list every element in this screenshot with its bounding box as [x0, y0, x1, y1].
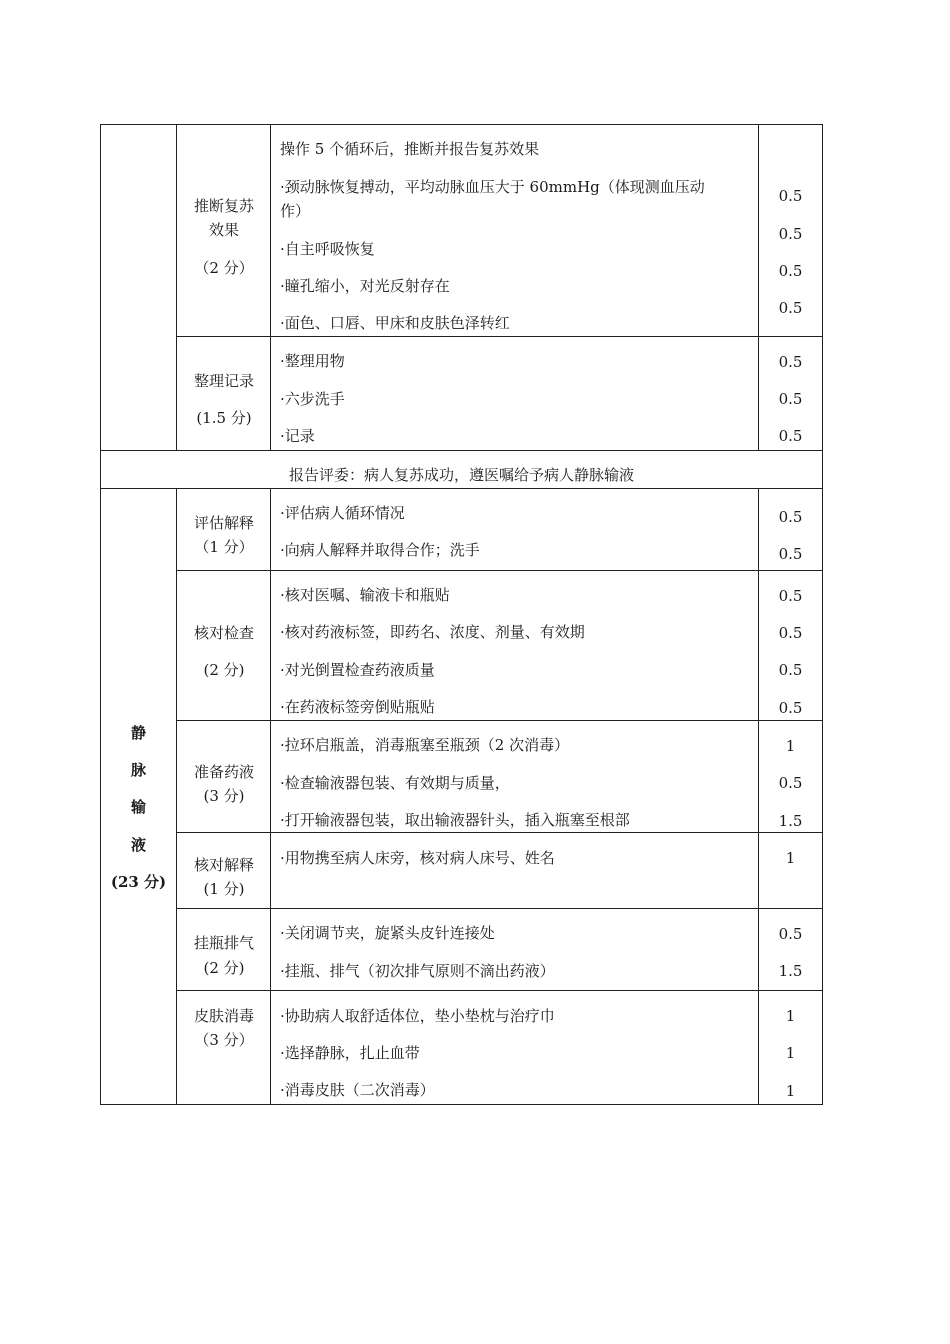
- category-label: 评估解释: [193, 514, 254, 532]
- criterion-item: ·关闭调节夹，旋紧头皮针连接处: [280, 924, 495, 942]
- category-label: 挂瓶排气: [193, 934, 254, 952]
- score-value: 1: [785, 849, 796, 867]
- score-value: 1.5: [778, 962, 803, 980]
- criterion-item: ·记录: [280, 427, 315, 445]
- category-points: (2 分): [203, 661, 245, 679]
- row-divider: [176, 570, 823, 571]
- category-label: 准备药液: [193, 763, 254, 781]
- section-label: 脉: [130, 761, 146, 779]
- criterion-item: 操作 5 个循环后，推断并报告复苏效果: [280, 140, 540, 158]
- criterion-item: ·核对医嘱、输液卡和瓶贴: [280, 586, 450, 604]
- criterion-item: ·瞳孔缩小，对光反射存在: [280, 277, 450, 295]
- score-value: 0.5: [778, 353, 803, 371]
- column-divider: [176, 124, 177, 450]
- row-divider: [176, 336, 823, 337]
- category-label: 核对检查: [193, 624, 254, 642]
- criterion-item: ·评估病人循环情况: [280, 504, 405, 522]
- criterion-item: 作）: [280, 202, 311, 220]
- score-value: 1: [785, 1082, 796, 1100]
- score-value: 0.5: [778, 699, 803, 717]
- criterion-item: ·拉环启瓶盖，消毒瓶塞至瓶颈（2 次消毒）: [280, 736, 570, 754]
- table-border-bottom: [100, 1104, 823, 1105]
- score-value: 1.5: [778, 812, 803, 830]
- row-divider: [176, 908, 823, 909]
- row-divider: [100, 488, 823, 489]
- criterion-item: ·向病人解释并取得合作；洗手: [280, 541, 480, 559]
- category-points: （1 分）: [194, 538, 254, 556]
- score-value: 0.5: [778, 587, 803, 605]
- score-value: 0.5: [778, 262, 803, 280]
- section-label: 液: [130, 836, 146, 854]
- score-value: 0.5: [778, 774, 803, 792]
- category-label: 整理记录: [193, 372, 254, 390]
- score-value: 0.5: [778, 545, 803, 563]
- score-value: 0.5: [778, 427, 803, 445]
- section-label: 输: [130, 798, 146, 816]
- criterion-item: ·挂瓶、排气（初次排气原则不滴出药液）: [280, 962, 555, 980]
- criterion-item: ·整理用物: [280, 352, 345, 370]
- category-label: 效果: [208, 221, 239, 239]
- category-points: (2 分): [203, 959, 245, 977]
- category-label: 推断复苏: [193, 197, 254, 215]
- criterion-item: ·在药液标签旁倒贴瓶贴: [280, 698, 435, 716]
- row-divider: [176, 990, 823, 991]
- row-divider: [100, 450, 823, 451]
- criterion-item: ·六步洗手: [280, 390, 345, 408]
- category-points: （2 分）: [194, 259, 254, 277]
- category-points: （3 分）: [194, 1031, 254, 1049]
- section-points: (23 分): [110, 873, 167, 891]
- criterion-item: ·核对药液标签，即药名、浓度、剂量、有效期: [280, 623, 585, 641]
- table-border-top: [100, 124, 823, 125]
- category-points: (1.5 分): [196, 409, 252, 427]
- category-label: 皮肤消毒: [193, 1007, 254, 1025]
- score-value: 0.5: [778, 925, 803, 943]
- criterion-item: ·颈动脉恢复搏动，平均动脉血压大于 60mmHg（体现测血压动: [280, 178, 705, 196]
- score-value: 0.5: [778, 661, 803, 679]
- criterion-item: ·检查输液器包装、有效期与质量，: [280, 774, 510, 792]
- criterion-item: ·对光倒置检查药液质量: [280, 661, 435, 679]
- table-border-right: [822, 124, 823, 1105]
- table-border-left: [100, 124, 101, 1105]
- category-points: (1 分): [203, 880, 245, 898]
- row-divider: [176, 832, 823, 833]
- report-row-text: 报告评委：病人复苏成功，遵医嘱给予病人静脉输液: [288, 466, 634, 484]
- criterion-item: ·自主呼吸恢复: [280, 240, 375, 258]
- score-value: 0.5: [778, 225, 803, 243]
- category-points: (3 分): [203, 787, 245, 805]
- criterion-item: ·用物携至病人床旁，核对病人床号、姓名: [280, 849, 555, 867]
- score-value: 1: [785, 1007, 796, 1025]
- criterion-item: ·消毒皮肤（二次消毒）: [280, 1081, 435, 1099]
- criterion-item: ·选择静脉，扎止血带: [280, 1044, 420, 1062]
- category-label: 核对解释: [193, 856, 254, 874]
- section-label: 静: [130, 724, 146, 742]
- column-divider: [270, 124, 271, 450]
- score-value: 0.5: [778, 390, 803, 408]
- criterion-item: ·面色、口唇、甲床和皮肤色泽转红: [280, 314, 510, 332]
- score-value: 1: [785, 737, 796, 755]
- score-value: 0.5: [778, 508, 803, 526]
- row-divider: [176, 720, 823, 721]
- score-value: 1: [785, 1044, 796, 1062]
- score-value: 0.5: [778, 187, 803, 205]
- score-value: 0.5: [778, 624, 803, 642]
- score-value: 0.5: [778, 299, 803, 317]
- criterion-item: ·协助病人取舒适体位，垫小垫枕与治疗巾: [280, 1007, 555, 1025]
- criterion-item: ·打开输液器包装，取出输液器针头，插入瓶塞至根部: [280, 811, 630, 829]
